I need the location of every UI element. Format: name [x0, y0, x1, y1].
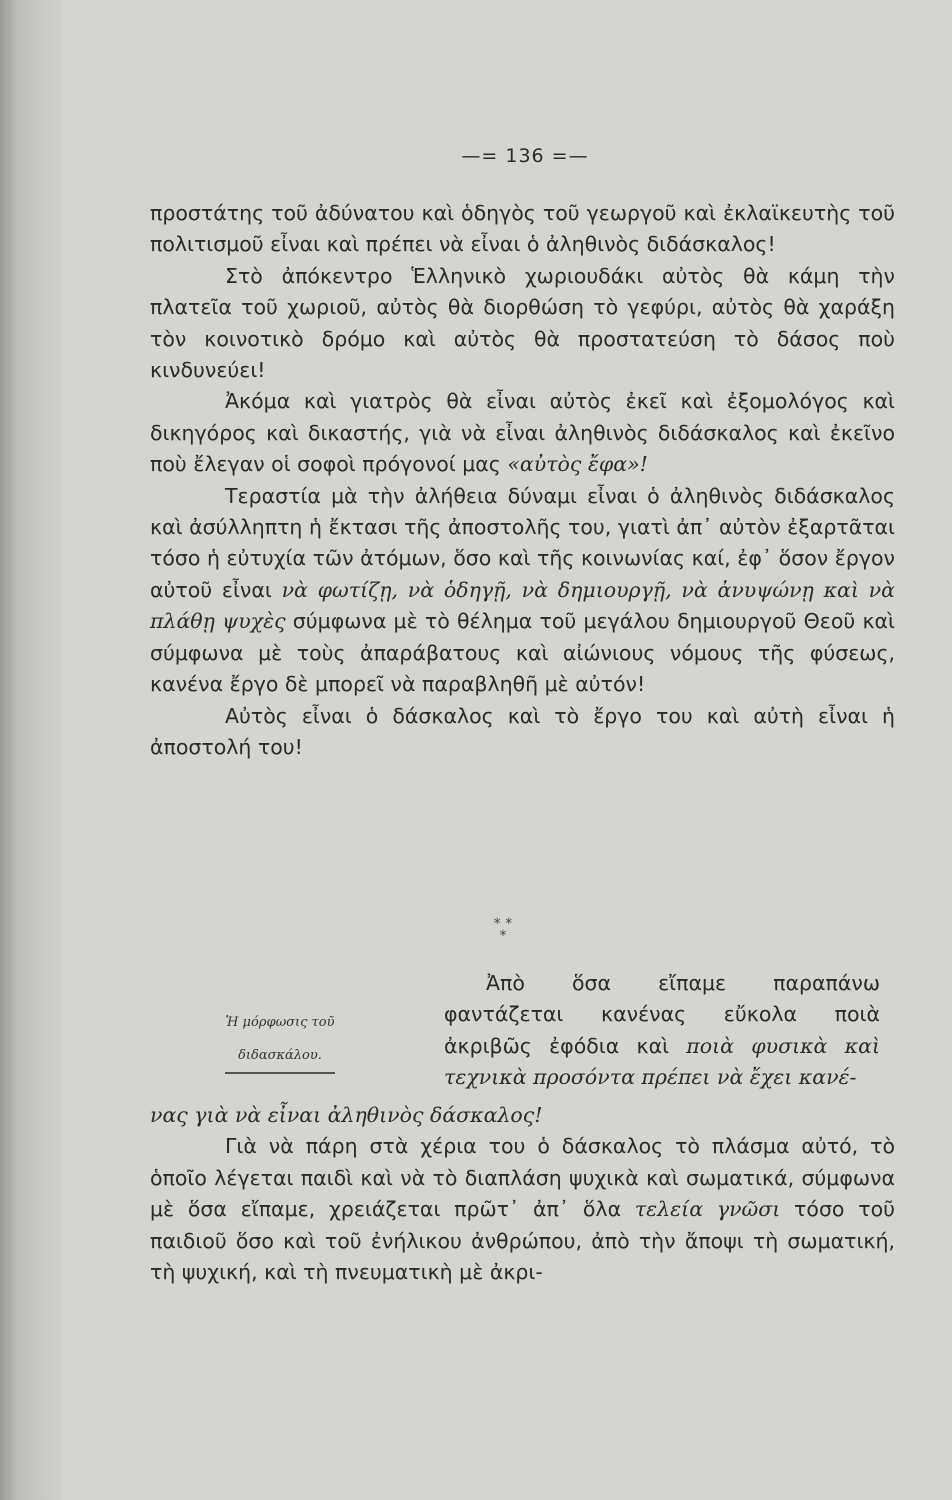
margin-heading [196, 1006, 364, 1074]
margin-heading-line-1: Ἡ μόρφωσις τοῦ [225, 1015, 335, 1030]
paragraph-4-text-2: σύμφωνα μὲ τὸ θέλημα τοῦ μεγάλου δημιουργοῦ Θεοῦ καὶ σύμφωνα μὲ τοὺς ἀπαράβατους καὶ αἰώνιους νόμους τῆς φύσεως, κανένα ἔργο δὲ μπορεῖ νὰ παραβληθῆ μὲ αὐτόν! [150, 609, 895, 697]
page-number-dash-right: — [568, 145, 589, 167]
paragraph-7-text-2: τόσο τοῦ παιδιοῦ ὅσο καὶ τοῦ ἐνήλικου ἀνθρώπου, ἀπὸ τὴν ἄποψι τὴ σωματική, τὴ ψυχική, καὶ τὴ πνευματικὴ μὲ ἀκρι- [150, 1197, 895, 1285]
page-number-dash-left: — [461, 145, 482, 167]
section-asterism: * * * [493, 916, 513, 944]
paragraph-1: προστάτης τοῦ ἀδύνατου καὶ ὁδηγὸς τοῦ γεωργοῦ καὶ ἐκλαϊκευτὴς τοῦ πολιτισμοῦ εἶναι καὶ πρέπει νὰ εἶναι ὁ ἀληθινὸς διδάσκαλος! [150, 201, 895, 257]
binding-shadow [0, 0, 62, 1500]
paragraph-7 [150, 1131, 895, 1288]
paragraph-6 [444, 968, 880, 1094]
margin-heading-rule [225, 1072, 335, 1074]
page-number-value: 136 [505, 145, 545, 167]
paragraph-5: Αὐτὸς εἶναι ὁ δάσκαλος καὶ τὸ ἔργο του καὶ αὐτὴ εἶναι ἡ ἀποστολή του! [150, 703, 895, 759]
paragraph-6-continuation [150, 1100, 895, 1131]
paragraph-6-text: Ἀπὸ ὅσα εἴπαμε παραπάνω φαντάζεται κανένας εὔκολα ποιὰ ἀκριβῶς ἐφόδια καὶ [444, 971, 880, 1058]
margin-heading-line-2: διδασκάλου. [238, 1048, 322, 1063]
body-text-bottom [150, 1100, 895, 1288]
page-number-equal-left: = [481, 145, 499, 167]
paragraph-6-hanging [444, 968, 880, 1094]
paragraph-3 [150, 386, 895, 480]
paragraph-6-italic-2: νας γιὰ νὰ εἶναι ἀληθινὸς δάσκαλος! [150, 1103, 543, 1127]
paragraph-3-text: Ἀκόμα καὶ γιατρὸς θὰ εἶναι αὐτὸς ἐκεῖ καὶ ἐξομολόγος καὶ δικηγόρος καὶ δικαστής, γιὰ νὰ εἶναι ἀληθινὸς διδάσκαλος καὶ ἐκεῖνο ποὺ ἔλεγαν οἱ σοφοὶ πρόγονοί μας [150, 389, 895, 477]
paragraph-6-italic-1: ποιὰ φυσικὰ καὶ τεχνικὰ προσόντα πρέπει νὰ ἔχει κανέ- [444, 1033, 880, 1090]
paragraph-7-italic: τελεία γνῶσι [634, 1197, 781, 1222]
page-number-equal-right: = [551, 145, 569, 167]
paragraph-3-italic: «αὐτὸς ἔφα»! [507, 452, 648, 477]
paragraph-4-italic: νὰ φωτίζῃ, νὰ ὁδηγῇ, νὰ δημιουργῇ, νὰ ἀνυψώνῃ καὶ νὰ πλάθῃ ψυχὲς [150, 577, 895, 634]
page-number [0, 145, 952, 167]
paragraph-7-text-1: Γιὰ νὰ πάρη στὰ χέρια του ὁ δάσκαλος τὸ πλάσμα αὐτό, τὸ ὁποῖο λέγεται παιδὶ καὶ νὰ τὸ διαπλάση ψυχικὰ καὶ σωματικά, σύμφωνα μὲ ὅσα εἴπαμε, χρειάζεται πρῶτ᾽ ἀπ᾽ ὅλα [150, 1134, 895, 1222]
paragraph-4 [150, 481, 895, 701]
body-text-top [150, 198, 895, 763]
paragraph-2: Στὸ ἀπόκεντρο Ἑλληνικὸ χωριουδάκι αὐτὸς θὰ κάμη τὴν πλατεῖα τοῦ χωριοῦ, αὐτὸς θὰ διορθώση τὸ γεφύρι, αὐτὸς θὰ χαράξη τὸν κοινοτικὸ δρόμο καὶ αὐτὸς θὰ προστατεύση τὸ δάσος ποὺ κινδυνεύει! [150, 263, 895, 383]
paragraph-4-text-1: Τεραστία μὰ τὴν ἀλήθεια δύναμι εἶναι ὁ ἀληθινὸς διδάσκαλος καὶ ἀσύλληπτη ἡ ἔκτασι τῆς ἀποστολῆς του, γιατὶ ἀπ᾽ αὐτὸν ἐξαρτᾶται τόσο ἡ εὐτυχία τῶν ἀτόμων, ὅσο καὶ τῆς κοινωνίας καί, ἐφ᾽ ὅσον ἔργον αὐτοῦ εἶναι [150, 483, 895, 602]
